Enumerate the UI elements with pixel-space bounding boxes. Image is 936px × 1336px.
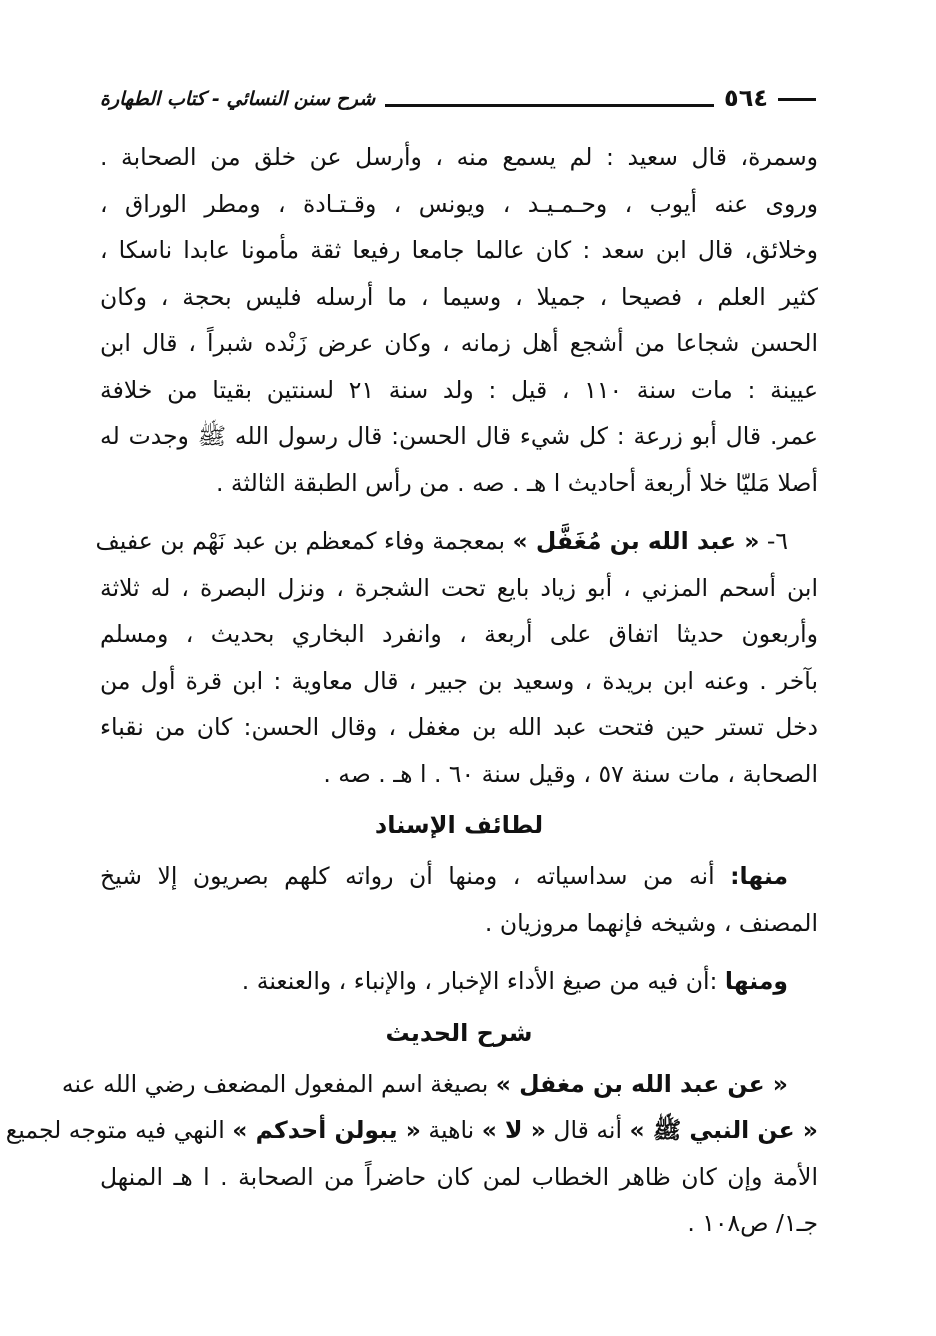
text-line: وروى عنه أيوب ، وحـمـيـد ، ويونس ، وقـتـادة ، ومطر الوراق ، (100, 189, 818, 218)
text-line (100, 853, 818, 900)
text-line (95, 518, 818, 565)
running-header (100, 74, 816, 110)
text-line: دخل تستر حين فتحت عبد الله بن مغفل ، وقال الحسن: كان من نقباء (100, 713, 818, 741)
isnad-paragraph-2 (100, 958, 818, 1005)
text-line: عيينة : مات سنة ١١٠ ، قيل : ولد سنة ٢١ لسنتين بقيتا من خلافة (100, 375, 819, 404)
text-line: الحسن شجاعا من أشجع أهل زمانه ، وكان عرض زَنْده شبراً ، قال ابن (100, 329, 818, 357)
text-line: جـ١/ ص١٠٨ . (687, 1209, 818, 1237)
text-span: ناهية (420, 1116, 482, 1144)
narrator-6-paragraph (95, 518, 818, 797)
text-line: وسمرة، قال سعيد : لم يسمع منه ، وأرسل عن خلق من الصحابة . (100, 143, 818, 171)
text-line: بآخر . وعنه ابن بريدة ، وسعيد بن جبير ، قال معاوية : ابن قرة أول من (100, 666, 818, 695)
text-line (61, 1061, 818, 1108)
text-span: النهي فيه متوجه لجميع (5, 1116, 233, 1144)
text-line: وخلائق، قال ابن سعد : كان عالما جامعا رفيعا ثقة مأمونا عابدا ناسكا ، (100, 236, 818, 264)
quoted-phrase: « لا » (481, 1116, 546, 1144)
text-span: أنه قال (545, 1116, 630, 1144)
lead-word: ومنها (724, 967, 788, 995)
text-line: كثير العلم ، فصيحا ، جميلا ، وسيما ، ما أرسله فليس بحجة ، وكان (100, 282, 818, 311)
text-span: بصيغة اسم المفعول المضعف رضي الله عنه (61, 1069, 496, 1098)
entry-number: ٦- (759, 527, 788, 555)
text-line: عمر. قال أبو زرعة : كل شيء قال الحسن: قال رسول الله ﷺ وجدت له (100, 422, 818, 450)
page-body (5, 134, 819, 1247)
lead-word: منها: (730, 862, 788, 890)
text-line: الأمة وإن كان ظاهر الخطاب لمن كان حاضراً من الصحابة . ا هـ المنهل (100, 1162, 818, 1191)
section-heading-hadith: شرح الحديث (385, 1018, 533, 1047)
text-span: أنه من سداسياته ، ومنها أن رواته كلهم بصريون إلا شيخ (100, 862, 731, 890)
text-span: بمعجمة وفاء كمعظم بن عبد نَهْم بن عفيف (95, 527, 513, 555)
text-line: وأربعون حديثا اتفاق على أربعة ، وانفرد البخاري بحديث ، ومسلم (100, 620, 818, 648)
isnad-paragraph (100, 853, 818, 946)
text-line (5, 1107, 818, 1154)
text-line: أصلا مَليّا خلا أربعة أحاديث ا هـ . صه . من رأس الطبقة الثالثة . (215, 468, 818, 497)
text-line: ابن أسحم المزني ، أبو زياد بايع تحت الشجرة ، ونزل البصرة ، له ثلاثة (100, 573, 818, 602)
quoted-phrase: « عن النبي ﷺ » (629, 1116, 818, 1144)
narrator-bio-paragraph (100, 134, 818, 506)
section-heading-isnad: لطائف الإسناد (374, 811, 544, 839)
page-number-dash (778, 98, 816, 101)
text-span: :أن فيه من صيغ الأداء الإخبار ، والإنباء ، والعنعنة . (241, 967, 725, 995)
page-number: ٥٦٤ (724, 84, 768, 112)
text-line: الصحابة ، مات سنة ٥٧ ، وقيل سنة ٦٠ . ا هـ . صه . (323, 759, 818, 788)
quoted-phrase: « يبولن أحدكم » (232, 1116, 421, 1144)
hadith-explanation-paragraph (5, 1061, 818, 1247)
header-rule (385, 104, 714, 107)
running-title: شرح سنن النسائي - كتاب الطهارة (100, 88, 376, 110)
narrator-name: « عبد الله بن مُغَفَّل » (512, 527, 760, 555)
text-line (100, 958, 818, 1005)
text-line: المصنف ، وشيخه فإنهما مروزيان . (484, 908, 818, 937)
quoted-phrase: « عن عبد الله بن مغفل » (495, 1069, 788, 1098)
